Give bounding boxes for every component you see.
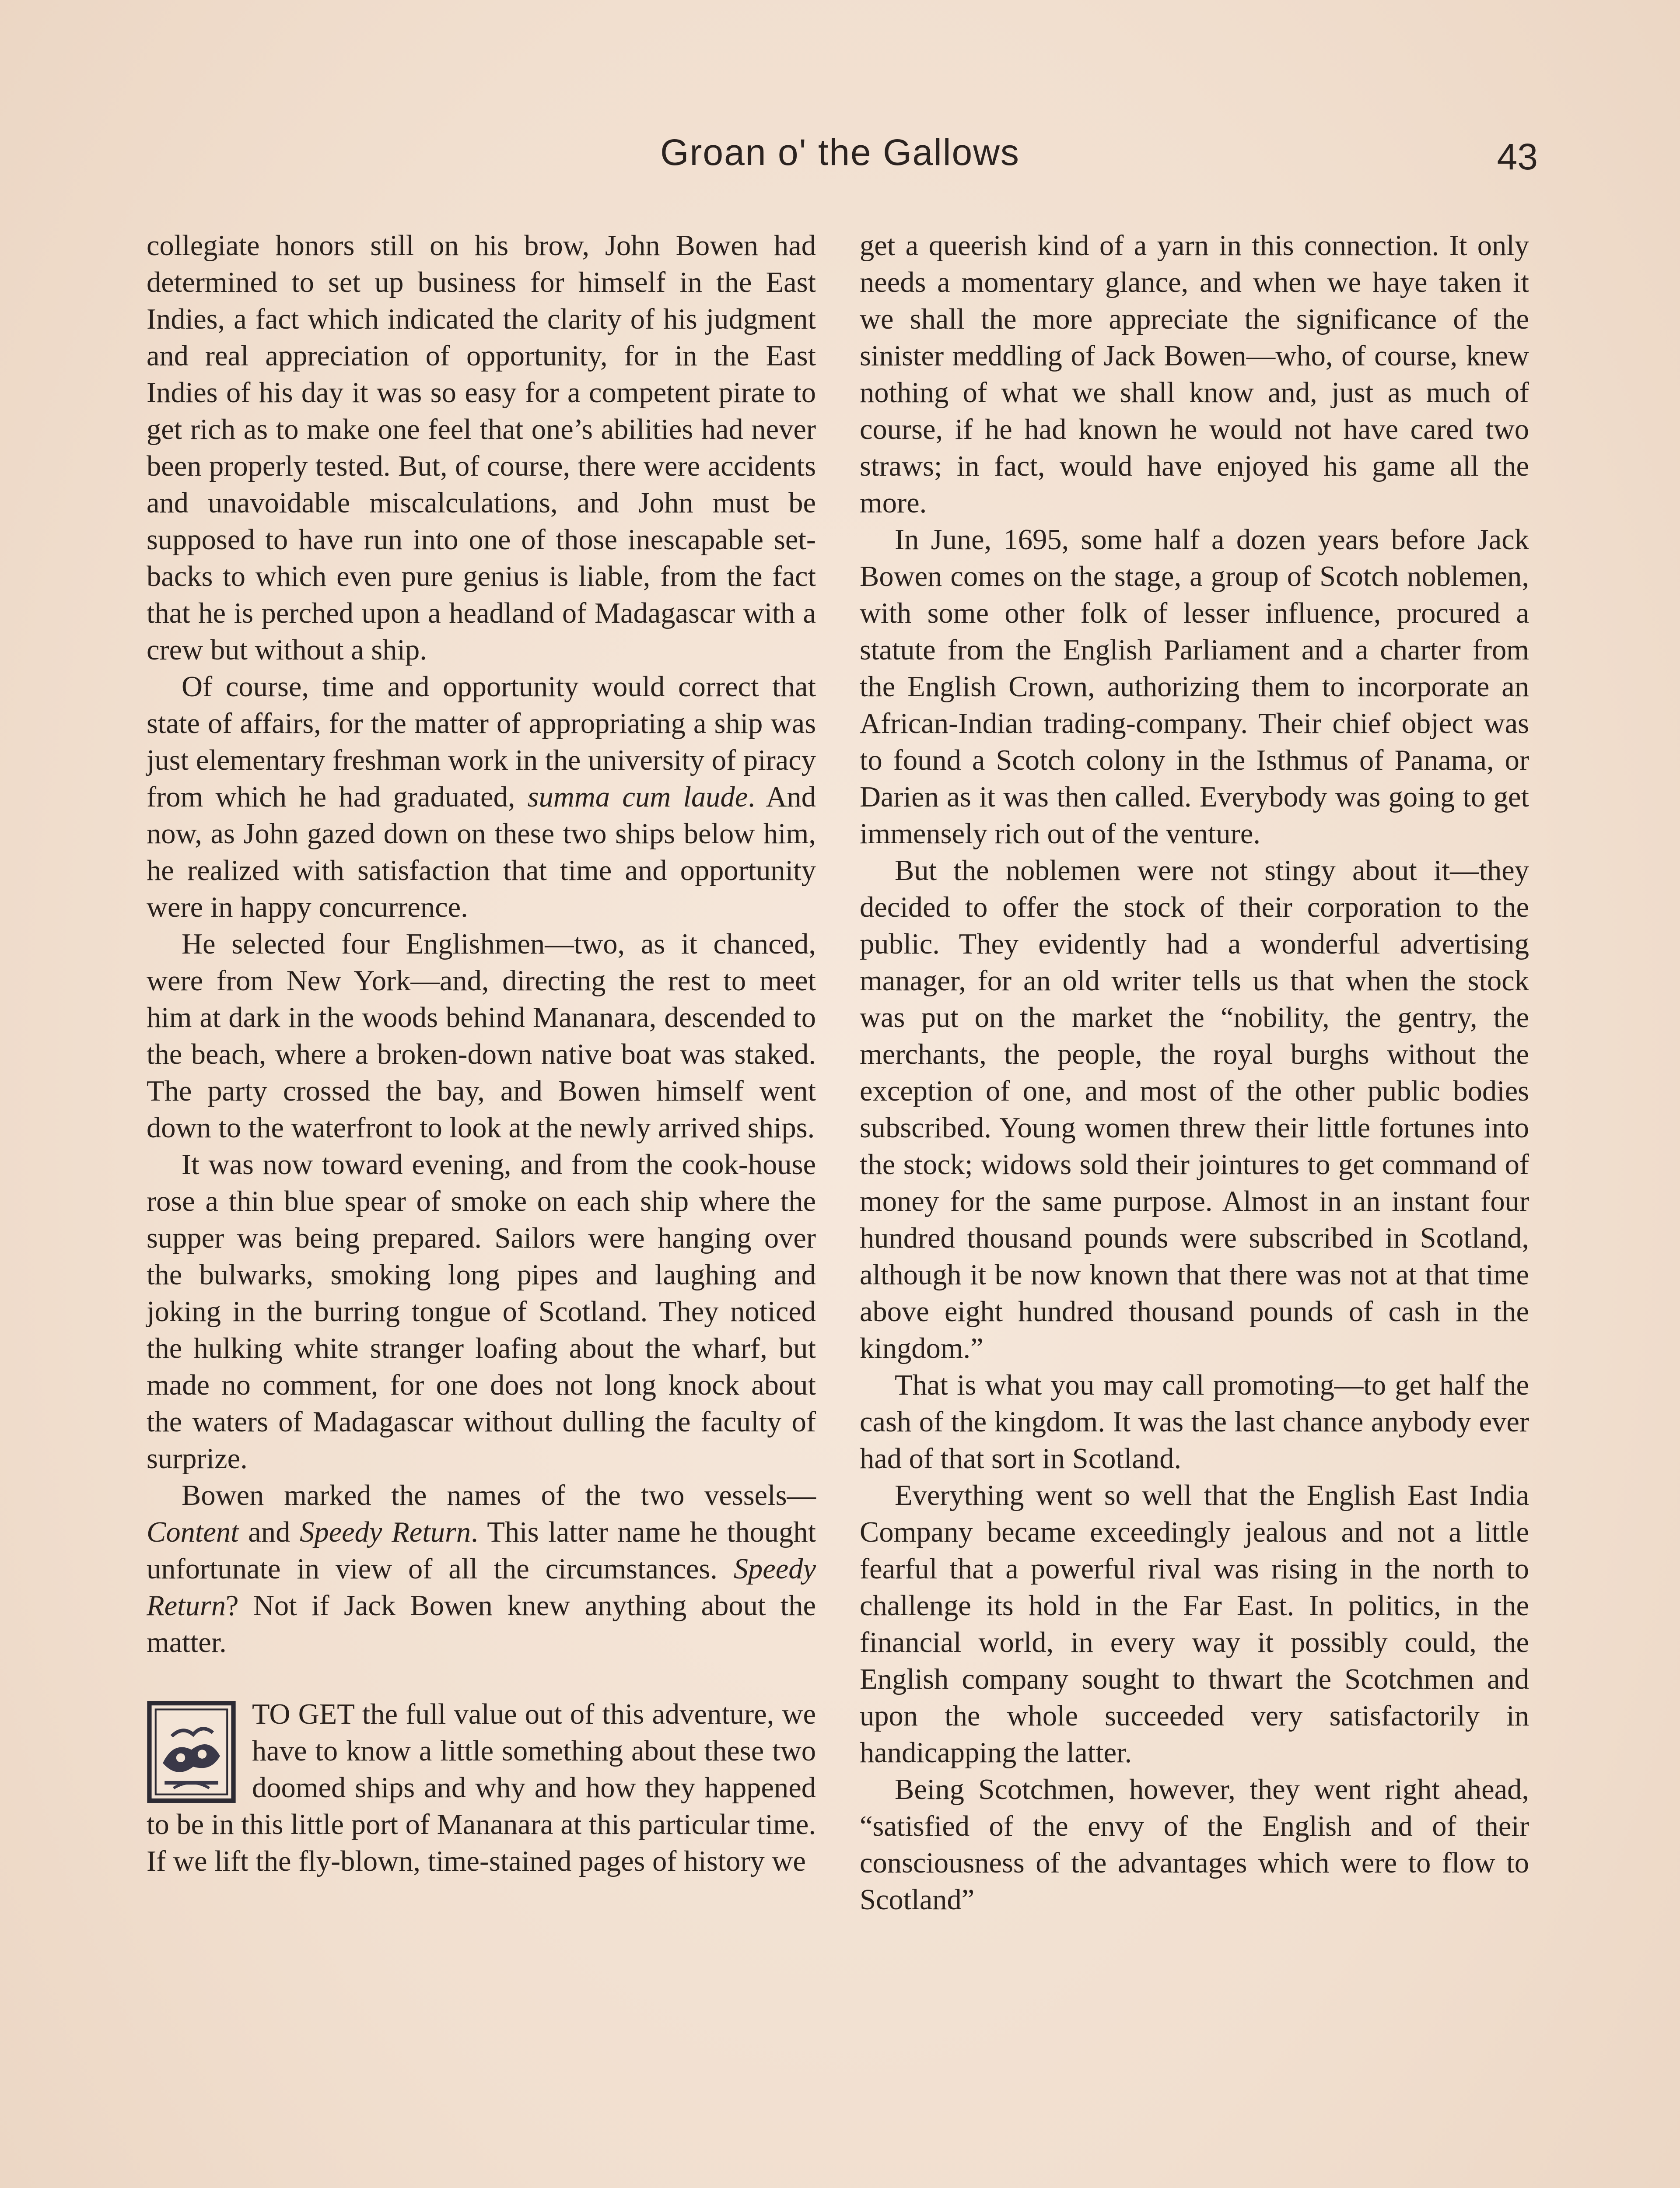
ship-name: Content	[147, 1516, 239, 1548]
paragraph: collegiate honors still on his brow, John Bowen had determined to set up business for himself in the East Indies, a fact which indicated the clarity of his judgment and real appreciation of opportunity, for in the East Indies of his day it was so easy for a competent pirate to get rich as to make one feel that one’s abilities had never been properly tested. But, of course, there were accidents and unavoidable miscalculations, and John must be supposed to have run into one of those inescapable set-backs to which even pure genius is liable, from the fact that he is perched upon a headland of Madagascar with a crew but without a ship.	[147, 230, 816, 666]
ship-name: Speedy Return	[147, 1553, 816, 1622]
running-head	[0, 131, 1680, 184]
section-opening	[147, 1696, 816, 1880]
paragraph: Bowen marked the names of the two vessels—Content and Speedy Return. This latter name he thought unfortunate in view of all the circumstances. Speedy Return? Not if Jack Bowen knew anything about the matter.	[147, 1480, 816, 1659]
latin-phrase: summa cum laude	[527, 781, 748, 813]
right-column	[860, 228, 1529, 1918]
page-number: 43	[1497, 136, 1538, 177]
paragraph: Of course, time and opportunity would correct that state of affairs, for the matter of appropriating a ship was just elementary freshman work in the university of piracy from which he had graduated, summa cum laude. And now, as John gazed down on these two ships below him, he realized with satisfaction that time and opportunity were in happy concurrence.	[147, 671, 816, 923]
left-column	[147, 228, 816, 1880]
paragraph: Everything went so well that the English East India Company became exceedingly jealous and not a little fearful that a powerful rival was rising in the north to challenge its hold in the Far East. In politics, in the financial world, in every way it possibly could, the English company sought to thwart the Scotchmen and upon the whole succeeded very satisfactorily in handicapping the latter.	[860, 1480, 1529, 1769]
paragraph: TO GET the full value out of this adventure, we have to know a little something about these two doomed ships and why and how they happened to be in this little port of Mananara at this particular time. If we lift the fly-blown, time-stained pages of history we	[147, 1698, 816, 1877]
running-title: Groan o' the Gallows	[660, 132, 1020, 173]
paragraph: In June, 1695, some half a dozen years before Jack Bowen comes on the stage, a group of Scotch noblemen, with some other folk of lesser influence, procured a statute from the English Parliament and a charter from the English Crown, authorizing them to incorporate an African-Indian trading-company. Their chief object was to found a Scotch colony in the Isthmus of Panama, or Darien as it was then called. Everybody was going to get immensely rich out of the venture.	[860, 524, 1529, 850]
paragraph: But the noblemen were not stingy about it—they decided to offer the stock of their corporation to the public. They evidently had a wonderful advertising manager, for an old writer tells us that when the stock was put on the market the “nobility, the gentry, the merchants, the people, the royal burghs without the exception of one, and most of the other public bodies subscribed. Young women threw their little fortunes into the stock; widows sold their jointures to get command of money for the same purpose. Almost in an instant four hundred thousand pounds were subscribed in Scotland, although it be now known that there was not at that time above eight hundred thousand pounds of cash in the kingdom.”	[860, 855, 1529, 1364]
ship-name: Speedy Return	[300, 1516, 471, 1548]
paragraph: It was now toward evening, and from the cook-house rose a thin blue spear of smoke on each ship where the supper was being prepared. Sailors were hanging over the bulwarks, smoking long pipes and laughing and joking in the burring tongue of Scotland. They noticed the hulking white stranger loafing about the wharf, but made no comment, for one does not long knock about the waters of Madagascar without dulling the faculty of surprize.	[147, 1149, 816, 1475]
section-break	[147, 1661, 816, 1696]
paragraph: He selected four Englishmen—two, as it chanced, were from New York—and, directing the rest to meet him at dark in the woods behind Mananara, descended to the beach, where a broken-down native boat was staked. The party crossed the bay, and Bowen himself went down to the waterfront to look at the newly arrived ships.	[147, 928, 816, 1144]
paragraph: get a queerish kind of a yarn in this connection. It only needs a momentary glance, and when we haye taken it we shall the more appreciate the significance of the sinister meddling of Jack Bowen—who, of course, knew nothing of what we shall know and, just as much of course, if he had known he would not have cared two straws; in fact, would have enjoyed his game all the more.	[860, 230, 1529, 519]
ornament-vignette-icon	[147, 1701, 236, 1803]
paragraph: Being Scotchmen, however, they went right ahead, “satisfied of the envy of the English and of their consciousness of the advantages which were to flow to Scotland”	[860, 1774, 1529, 1916]
paragraph: That is what you may call promoting—to get half the cash of the kingdom. It was the last chance anybody ever had of that sort in Scotland.	[860, 1369, 1529, 1475]
